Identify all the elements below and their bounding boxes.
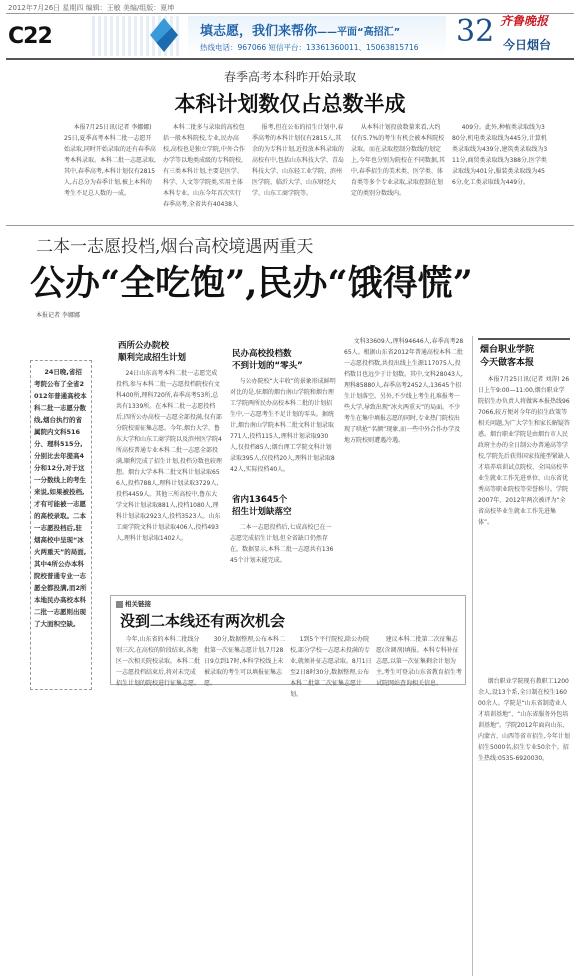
story1-subhead: 春季高考本科昨开始录取: [223, 70, 356, 84]
col2-heading-2: 不到计划的“零头”: [232, 361, 303, 371]
page-number: 32: [456, 14, 495, 49]
masthead-rule: [6, 58, 574, 60]
page-meta: 2012年7月26日 星期四 编辑：王敏 美编/组版：夏坤: [8, 4, 175, 12]
story1-col5: 409分。此外,种植类录取线为380分,机电类录取线为445分,计算机类录取线为439分,建筑类录取线为311分,商贸类录取线为388分,医学类录取线为401分,服装类录取线为456分,化工类录取线为449分。: [452, 124, 548, 186]
banner-tail: ——平面“高招汇”: [317, 27, 401, 38]
related-tag-label: 相关链接: [125, 600, 151, 608]
story1-col4: 从本科计划投放数量来看,大约仅有5.7%的考生有机会被本科院校录取。而在录取控制分数线的划定上,今年也分别为院校在不同数据,其中,春季招生的美术类、医学类、体育类等多个专业录取,录取控制在划定的类别分数线内。: [351, 124, 445, 197]
right-col-text-2: 烟台职业学院现有教职工1200余人,设13个系,全日制在校生16000余人。学院是“山东省制造业人才培训基地”、“山东省服务外包培训基地”。学院2012年面向山东、内蒙古、山西等省市招生,今年计划招生5000名,招生专业50余个。招生热线:0535-6920030。: [478, 678, 570, 762]
story2-subhead: 二本一志愿投档,烟台高校境遇两重天: [36, 237, 314, 257]
story1-headline: 本科计划数仅占总数半成: [174, 91, 406, 116]
col2-heading-1: 民办高校投档数: [232, 349, 292, 359]
story1-col3: 报考,但在公布的招生计划中,春季高考的本科计划仅有2815人,其余的为专科计划,近投放本科录取的高校有中,包括山东科技大学、青岛科技大学、山东轻工业学院、滨州医学院、临沂大学、山东财经大学、山东工商学院等。: [252, 124, 344, 197]
intro-text: 24日晚,省招考院公布了全省2012年普通高校本科二批一志愿分数线,烟台执行的省属院内文科516分、理科515分,分别比去年提高4分和12分,对于这一分数线上的考生来说,如果被投档,才有可能被一志愿的高校录取。二本一志愿投档后,驻烟高校中呈现“冰火两重天”的局面,其中4所公办本科院校普通专业一志愿全都投满,而2所本地民办高校本科二批一志愿则出现了大面积空缺。: [34, 368, 87, 628]
related-title: 没到二本线还有两次机会: [120, 612, 286, 630]
related-col4: 建议本科二批第二次征集志愿(含调剂)填报。本科专科补征志愿,以第一次征集剩余计划为主,考生可登录山东省教育招生考试院网站查询相关信息。: [376, 636, 462, 687]
section-title: 今日烟台: [503, 38, 552, 52]
right-heading-2: 今天做客本报: [480, 358, 535, 368]
right-heading-1: 烟台职业学院: [480, 345, 535, 355]
banner-title: [200, 20, 400, 39]
story2-col2-b: 二本一志愿投档后,七成高校已在一志愿完成招生计划,但全省缺口仍然存在。数据显示,本科二批一志愿共有13645个计划未能完成。: [230, 524, 334, 564]
related-col1: 今年,山东省的本科二批线分别三次,在高校的阶段结束,各地区一次相关院校录取。本科二批一志愿投档结束后,将对未完成招生计划的院校进行征集志愿。: [116, 636, 201, 687]
right-head-rule: [478, 338, 570, 340]
story1-col1: 本报7月25日讯(记者 李娜娜) 25日,夏季高考本科二批一志愿开始录取,同时开始录取的还有春季高考本科录取。本科二批一志愿录取,其中,春季高考,本科计划仅有2815人,占总分为春季计划,被上本科的考生不足总人数的一成。: [64, 124, 156, 197]
col1-heading-2: 顺利完成招生计划: [118, 353, 187, 363]
hotline: 热线电话：967066 短信平台：13361360011、15063815716: [200, 43, 419, 52]
story1-col2: 本科二批多与录取的高校包括一般本科院校,专业,民办高校,高校也是独立学院,中外合作办学等以地类成级的专科院校,有三类本科计划,主要是医学、科学、人文等学院类,实用主体本科专业。山东今年首次实行春季高考,全省共有40438人: [163, 124, 245, 208]
story2-col1: 24日山东高考本科二批一志愿完成投档,参与本科二批一志愿投档院校有文科400所,理科720所,春季高考53所,总共有1339所。在本科二批一志愿投档后,四所公办高校一志愿全部投满,仅有部分院校需征集志愿。今年,烟台大学、鲁东大学和山东工商学院以及滨州医学院4所高校普通专业本科二批一志愿全部投满,顺利完成了招生计划,投档分数也较理想。烟台大学本科二批文科计划录取656人,投档788人,理科计划录取3729人,投档4459人。其他三所高校中,鲁东大学文科计划录取881人,投档1080人,理科计划录取2923人,投档3523人。山东工商学院文科计划录取406人,投档493人,理科计划录取1402人。: [116, 370, 222, 542]
page-code: C22: [8, 24, 52, 49]
right-column-rule: [472, 336, 473, 976]
story-divider: [6, 225, 574, 226]
col1-heading-1: 西所公办院校: [118, 341, 170, 351]
story2-col3: 文科33609人,理科94646人,春季高考2865人。根据山东省2012年普通高校本科二批一志愿投档数,共投出线上生源117075人,投档数目也远少于计划数。其中,文科28043人,理科85880人,春季高考2452人,13645个招生计划落空。另外,不少线上考生扎堆报考一些大学,导致出现“冰火两重天”的局面。不少考生在集中填报志愿的同时,专业热门院校出现了哄抢“名额”现象,而一些中外合作办学及地方院校则遭遇冷遇。: [344, 338, 464, 444]
square-icon: [116, 601, 123, 608]
story2-col2: 与公办院校“大丰收”的景象形成鲜明对比的是,驻烟的烟台南山学院和烟台理工学院两所民办高校本科二批的计划招生中,一志愿考生不足计划的零头。据统计,烟台南山学院本科二批文科计划录取771人,投档115人,理科计划录取930人,仅投档85人;烟台理工学院文科计划录取395人,仅投档20人,理科计划录取842人,实际投档40人。: [230, 378, 336, 473]
newspaper-logo: 齐鲁晚报: [500, 14, 549, 28]
story2-headline: 公办“全吃饱”,民办“饿得慌”: [30, 263, 473, 304]
col2-heading-3: 省内13645个: [232, 495, 288, 505]
right-col-text: 本报7月25日讯(记者 刘涛) 26日上午9:00—11:00,烟台职业学院招生办负责人将做客本报热线967066,较方便对今年的招生政策等相关问题,为广大学生和家长解疑答惑。烟台职业学院是由烟台市人民政府主办的全日制公办普通高等学校,学院先后获得国家技能型紧缺人才培养培训试点院校、全国高校毕业生就业工作先进单位、山东省优秀高等职业院校等荣誉称号。学院2007年、2012年两次被评为“全省高校毕业生就业工作先进集体”。: [478, 376, 570, 526]
story2-byline: 本报记者 李娜娜: [36, 312, 80, 319]
col2-heading-4: 招生计划缺落空: [232, 507, 292, 517]
related-col2: 30分,数据整理,公布本科二批第一次征集志愿计划,7月28日9点到17时,本科学校线上未被录取的考生可以填报征集志愿。: [204, 636, 286, 687]
related-col3: 1到5个平行院校,除公办院校,部分学校一志愿未投满的专业,就须补征志愿录取。8月1日至2日8时30分,数据整理,公布本科二批第二次征集志愿计划。: [290, 636, 372, 698]
related-tag: [116, 599, 151, 608]
banner-title-text: 填志愿，我们来帮你: [200, 24, 318, 39]
